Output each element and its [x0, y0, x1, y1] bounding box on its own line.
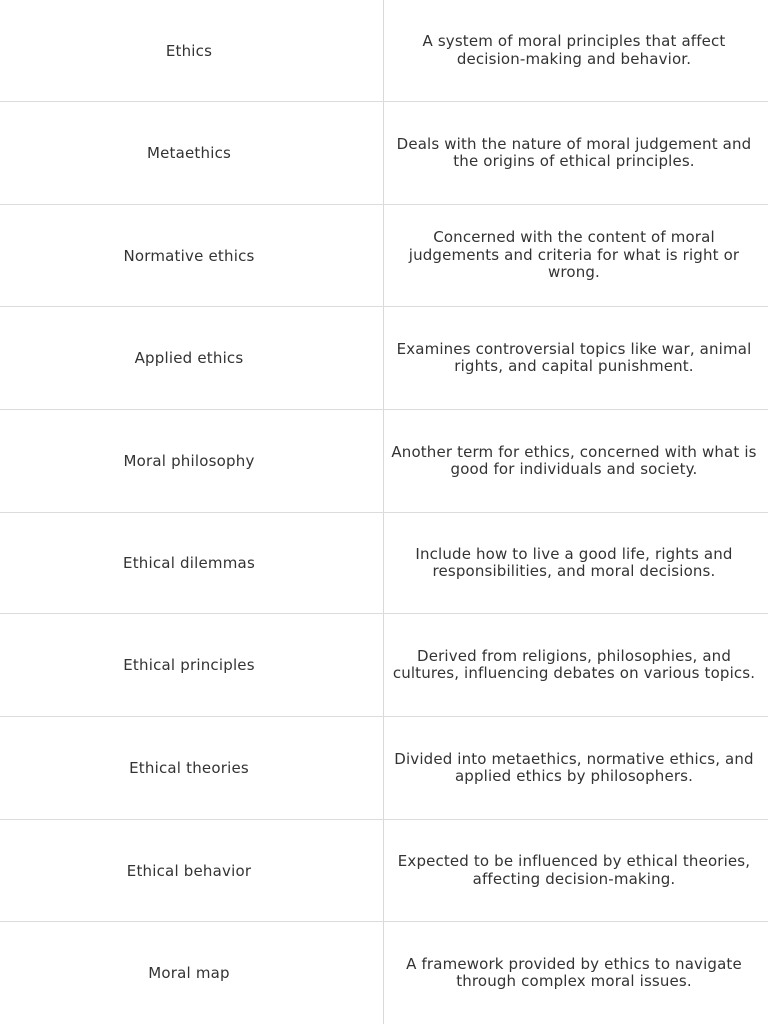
term-cell: Moral map	[148, 964, 230, 982]
table-row	[0, 0, 768, 102]
term-cell: Ethical dilemmas	[123, 554, 255, 572]
definition-cell: Expected to be influenced by ethical theories, affecting decision-making.	[397, 852, 751, 888]
table-row	[0, 820, 768, 922]
definition-cell: Concerned with the content of moral judgements and criteria for what is right or wrong.	[408, 228, 740, 282]
term-cell: Normative ethics	[123, 246, 255, 265]
term-cell: Ethical theories	[129, 759, 249, 777]
term-cell: Ethical principles	[123, 656, 255, 674]
table-row	[0, 307, 768, 410]
table-row	[0, 410, 768, 513]
definition-cell: Derived from religions, philosophies, and cultures, influencing debates on various topics.	[392, 646, 756, 682]
table-row	[0, 513, 768, 614]
definition-cell: Deals with the nature of moral judgement and the origins of ethical principles.	[396, 134, 752, 170]
term-cell: Metaethics	[146, 144, 232, 162]
term-cell: Ethics	[165, 41, 213, 60]
definition-cell: Include how to live a good life, rights and responsibilities, and moral decisions.	[415, 544, 733, 580]
table-row	[0, 717, 768, 820]
table-row	[0, 102, 768, 205]
term-cell: Applied ethics	[134, 349, 244, 367]
definition-cell: A framework provided by ethics to navigate through complex moral issues.	[406, 954, 742, 990]
definition-cell: Examines controversial topics like war, animal rights, and capital punishment.	[396, 339, 752, 375]
definition-cell: A system of moral principles that affect decision-making and behavior.	[422, 32, 726, 68]
table-row	[0, 614, 768, 717]
definition-cell: Another term for ethics, concerned with what is good for individuals and society.	[391, 442, 757, 478]
definition-cell: Divided into metaethics, normative ethics, and applied ethics by philosophers.	[394, 749, 754, 785]
table-row	[0, 205, 768, 307]
term-cell: Ethical behavior	[126, 861, 252, 880]
table-row	[0, 922, 768, 1024]
term-cell: Moral philosophy	[123, 452, 255, 470]
